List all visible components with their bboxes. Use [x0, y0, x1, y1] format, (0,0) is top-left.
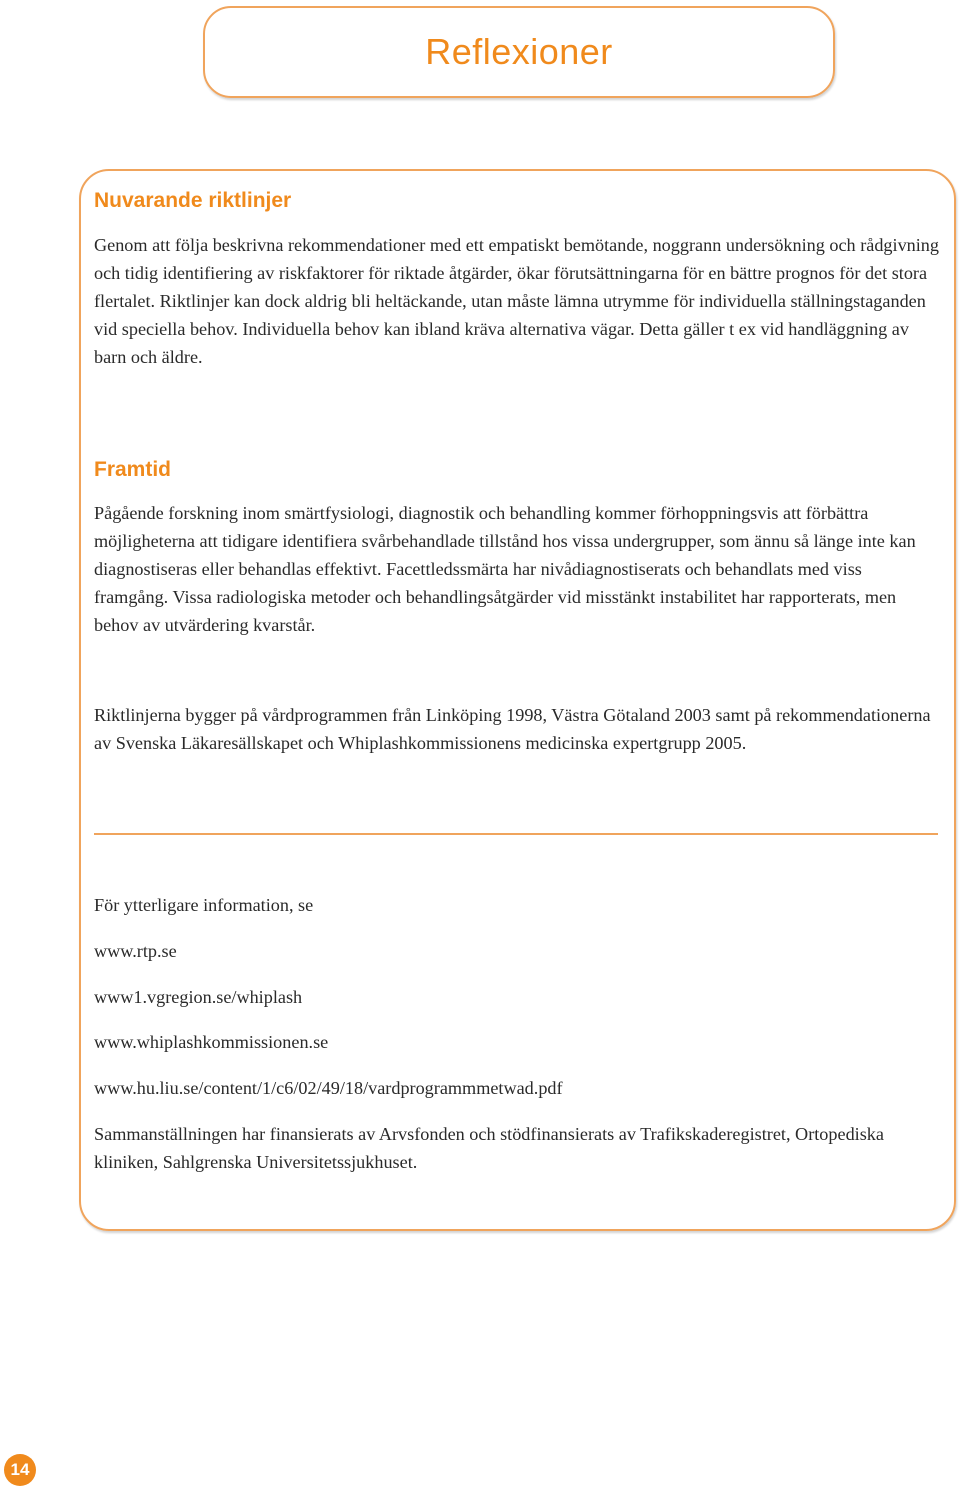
link-whiplashkommissionen[interactable]: www.whiplashkommissionen.se	[94, 1032, 329, 1052]
page-title: Reflexioner	[425, 31, 613, 72]
link-rtp[interactable]: www.rtp.se	[94, 941, 177, 961]
link-vgregion[interactable]: www1.vgregion.se/whiplash	[94, 987, 303, 1007]
content-box	[79, 169, 956, 1231]
funding-paragraph: Sammanställningen har finansierats av Arvsfonden och stödfinansierats av Trafikskaderegistret, Ortopediska kliniken, Sahlgrenska Universitetssjukhuset.	[94, 1124, 884, 1172]
divider	[94, 833, 938, 835]
section-heading-current-guidelines: Nuvarande riktlinjer	[94, 189, 292, 212]
title-box	[203, 6, 835, 98]
section-heading-future: Framtid	[94, 458, 172, 481]
section-text-future: Pågående forskning inom smärtfysiologi, diagnostik och behandling kommer förhoppningsvis att förbättra möjligheterna att tidigare identifiera svårbehandlade tillstånd hos vissa undergrupper, som ännu så länge inte kan diagnostiseras eller behandlas effektivt. Facettledssmärta har nivådiagnostiserats och behandlats med viss framgång. Vissa radiologiska metoder och behandlingsåtgärder vid misstänkt instabilitet har rapporterats, men behov av utvärdering kvarstår.	[94, 503, 916, 635]
page-number-badge: 14	[4, 1454, 36, 1486]
basis-paragraph: Riktlinjerna bygger på vårdprogrammen från Linköping 1998, Västra Götaland 2003 samt på rekommendationerna av Svenska Läkaresällskapet och Whiplashkommissionens medicinska expertgrupp 2005.	[94, 705, 931, 753]
section-text-current-guidelines: Genom att följa beskrivna rekommendationer med ett empatiskt bemötande, noggrann undersökning och rådgivning och tidig identifiering av riskfaktorer för riktade åtgärder, ökar förutsättningarna för en bättre prognos för det stora flertalet. Riktlinjer kan dock aldrig bli heltäckande, utan måste lämna utrymme för individuella ställningstaganden vid speciella behov. Individuella behov kan ibland kräva alternativa vägar. Detta gäller t ex vid handläggning av barn och äldre.	[94, 235, 939, 367]
link-vardprogram-pdf[interactable]: www.hu.liu.se/content/1/c6/02/49/18/vardprogrammmetwad.pdf	[94, 1078, 563, 1098]
more-info-intro: För ytterligare information, se	[94, 895, 314, 915]
